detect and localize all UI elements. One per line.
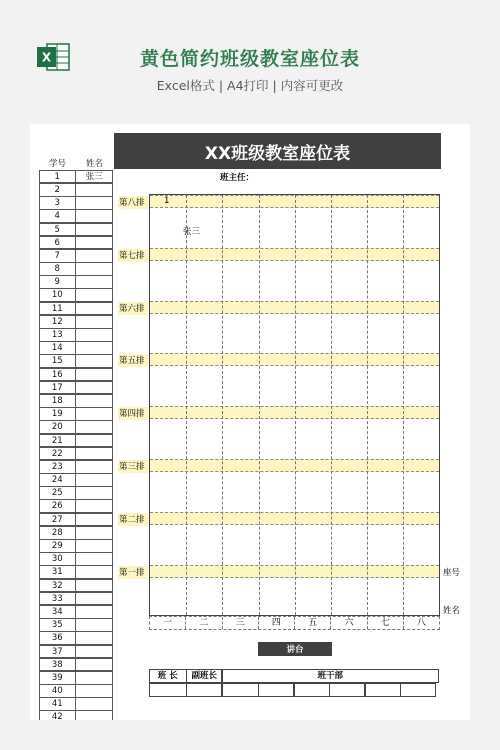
roster-student-name[interactable] xyxy=(75,236,113,250)
row-label: 第五排 xyxy=(119,356,145,366)
roster-row xyxy=(39,355,113,368)
roster-student-name[interactable] xyxy=(75,671,113,685)
roster-student-name[interactable] xyxy=(75,631,113,645)
roster-student-number: 26 xyxy=(39,499,76,513)
roster-student-name[interactable] xyxy=(75,183,113,197)
roster-num-header: 学号 xyxy=(49,159,67,169)
roster-student-number: 14 xyxy=(39,341,76,355)
roster-student-number: 18 xyxy=(39,394,76,408)
roster-row xyxy=(39,658,113,671)
roster-student-name[interactable] xyxy=(75,473,113,487)
cadre-cell[interactable] xyxy=(149,683,187,698)
roster-student-name[interactable] xyxy=(75,579,113,593)
roster-row xyxy=(39,618,113,631)
roster-student-name[interactable] xyxy=(75,407,113,421)
class-cadre-table xyxy=(149,669,440,697)
roster-student-number: 1 xyxy=(39,170,76,184)
row-label: 第三排 xyxy=(119,462,145,472)
roster-student-number: 35 xyxy=(39,618,76,632)
roster-student-number: 37 xyxy=(39,645,76,659)
roster-student-name[interactable] xyxy=(75,684,113,698)
roster-row xyxy=(39,236,113,249)
roster-student-number: 3 xyxy=(39,196,76,210)
roster-student-number: 30 xyxy=(39,552,76,566)
row-label: 第二排 xyxy=(119,515,145,525)
roster-student-name[interactable] xyxy=(75,262,113,276)
roster-row xyxy=(39,394,113,407)
roster-row xyxy=(39,249,113,262)
sample-seat-number[interactable]: 1 xyxy=(164,196,170,206)
page-title: 黄色简约班级教室座位表 xyxy=(139,48,360,70)
row-label: 第六排 xyxy=(119,304,145,314)
roster-student-number: 36 xyxy=(39,631,76,645)
seat-column-divider xyxy=(186,195,187,615)
roster-student-number: 12 xyxy=(39,315,76,329)
roster-row xyxy=(39,552,113,565)
roster-student-number: 19 xyxy=(39,407,76,421)
roster-row xyxy=(39,289,113,302)
roster-student-number: 8 xyxy=(39,262,76,276)
roster-student-name[interactable] xyxy=(75,447,113,461)
column-number: 五 xyxy=(295,617,331,629)
roster-row xyxy=(39,500,113,513)
column-number: 三 xyxy=(223,617,259,629)
column-number: 一 xyxy=(150,617,186,629)
roster-row xyxy=(39,592,113,605)
roster-student-name[interactable] xyxy=(75,434,113,448)
roster-row xyxy=(39,210,113,223)
cadre-cell[interactable] xyxy=(294,683,330,698)
roster-row xyxy=(39,421,113,434)
roster-row xyxy=(39,302,113,315)
roster-student-name[interactable] xyxy=(75,196,113,210)
roster-student-number: 34 xyxy=(39,605,76,619)
roster-row xyxy=(39,170,113,183)
cadre-cell[interactable] xyxy=(186,683,222,698)
roster-row xyxy=(39,645,113,658)
roster-student-number: 20 xyxy=(39,420,76,434)
roster-row xyxy=(39,671,113,684)
podium-label: 讲台 xyxy=(258,642,332,656)
seat-column-divider xyxy=(259,195,260,615)
seat-column-divider xyxy=(367,195,368,615)
roster-student-name[interactable] xyxy=(75,605,113,619)
roster-student-number: 4 xyxy=(39,209,76,223)
roster-student-number: 40 xyxy=(39,684,76,698)
roster-student-name[interactable] xyxy=(75,710,113,720)
roster-student-name[interactable] xyxy=(75,486,113,500)
roster-student-name[interactable] xyxy=(75,552,113,566)
roster-student-name[interactable] xyxy=(75,302,113,316)
roster-student-number: 39 xyxy=(39,671,76,685)
roster-student-number: 24 xyxy=(39,473,76,487)
row-label: 第一排 xyxy=(119,568,145,578)
row-label: 第七排 xyxy=(119,251,145,261)
roster-student-number: 29 xyxy=(39,539,76,553)
seat-column-divider xyxy=(403,195,404,615)
row-label: 第四排 xyxy=(119,409,145,419)
roster-row xyxy=(39,183,113,196)
roster-student-number: 7 xyxy=(39,249,76,263)
roster-row xyxy=(39,460,113,473)
roster-row xyxy=(39,473,113,486)
seating-chart-sheet xyxy=(30,124,470,720)
roster-row xyxy=(39,368,113,381)
roster-row xyxy=(39,487,113,500)
roster-student-name[interactable] xyxy=(75,209,113,223)
roster-student-number: 9 xyxy=(39,275,76,289)
roster-student-number: 5 xyxy=(39,223,76,237)
roster-student-name[interactable] xyxy=(75,275,113,289)
roster-student-number: 13 xyxy=(39,328,76,342)
roster-student-number: 41 xyxy=(39,697,76,711)
roster-student-name[interactable] xyxy=(75,354,113,368)
cadre-cell[interactable] xyxy=(400,683,436,698)
roster-name-header: 姓名 xyxy=(86,159,104,169)
seat-column-divider xyxy=(331,195,332,615)
cadre-monitor-header: 班 长 xyxy=(149,669,187,684)
roster-student-name[interactable] xyxy=(75,539,113,553)
roster-student-number: 32 xyxy=(39,579,76,593)
seat-column-divider xyxy=(295,195,296,615)
roster-row xyxy=(39,262,113,275)
roster-student-number: 33 xyxy=(39,592,76,606)
roster-student-name[interactable] xyxy=(75,381,113,395)
roster-student-name[interactable] xyxy=(75,697,113,711)
roster-student-name[interactable]: 张三 xyxy=(75,170,113,184)
roster-row xyxy=(39,684,113,697)
roster-row xyxy=(39,539,113,552)
cadre-members-header: 班干部 xyxy=(222,669,439,684)
roster-student-number: 38 xyxy=(39,658,76,672)
seat-number-label: 座号 xyxy=(443,568,461,578)
column-number: 四 xyxy=(259,617,295,629)
roster-student-number: 17 xyxy=(39,381,76,395)
roster-student-number: 28 xyxy=(39,526,76,540)
roster-student-name[interactable] xyxy=(75,658,113,672)
roster-student-name[interactable] xyxy=(75,420,113,434)
name-label: 姓名 xyxy=(443,606,461,616)
svg-text:X: X xyxy=(41,50,52,65)
roster-row xyxy=(39,513,113,526)
page-subtitle: Excel格式 | A4打印 | 内容可更改 xyxy=(156,78,344,93)
roster-student-name[interactable] xyxy=(75,315,113,329)
student-roster-table xyxy=(39,170,113,720)
roster-student-number: 10 xyxy=(39,288,76,302)
roster-row xyxy=(39,328,113,341)
cadre-cell[interactable] xyxy=(365,683,401,698)
roster-student-name[interactable] xyxy=(75,328,113,342)
roster-student-number: 15 xyxy=(39,354,76,368)
cadre-cell[interactable] xyxy=(329,683,365,698)
roster-row xyxy=(39,579,113,592)
roster-row xyxy=(39,566,113,579)
roster-student-number: 25 xyxy=(39,486,76,500)
cadre-cell[interactable] xyxy=(258,683,294,698)
roster-row xyxy=(39,341,113,354)
roster-student-name[interactable] xyxy=(75,368,113,382)
roster-student-name[interactable] xyxy=(75,513,113,527)
roster-student-number: 11 xyxy=(39,302,76,316)
roster-student-name[interactable] xyxy=(75,645,113,659)
roster-student-name[interactable] xyxy=(75,565,113,579)
column-number: 二 xyxy=(186,617,222,629)
roster-student-number: 23 xyxy=(39,460,76,474)
roster-row xyxy=(39,632,113,645)
roster-student-name[interactable] xyxy=(75,249,113,263)
roster-student-number: 2 xyxy=(39,183,76,197)
roster-row xyxy=(39,315,113,328)
roster-student-number: 42 xyxy=(39,710,76,720)
roster-student-name[interactable] xyxy=(75,341,113,355)
roster-student-name[interactable] xyxy=(75,499,113,513)
seat-grid xyxy=(149,194,440,616)
roster-row xyxy=(39,407,113,420)
roster-row xyxy=(39,276,113,289)
sheet-banner-title: XX班级教室座位表 xyxy=(114,133,441,169)
roster-row xyxy=(39,196,113,209)
roster-student-name[interactable] xyxy=(75,592,113,606)
roster-row xyxy=(39,698,113,711)
sample-seat-name[interactable]: 张三 xyxy=(183,227,201,237)
roster-student-name[interactable] xyxy=(75,288,113,302)
cadre-cell[interactable] xyxy=(222,683,259,698)
roster-student-name[interactable] xyxy=(75,394,113,408)
column-number: 七 xyxy=(368,617,404,629)
column-number: 八 xyxy=(416,618,426,628)
seat-column-divider xyxy=(222,195,223,615)
roster-student-name[interactable] xyxy=(75,618,113,632)
roster-student-number: 31 xyxy=(39,565,76,579)
roster-student-name[interactable] xyxy=(75,526,113,540)
teacher-label: 班主任： xyxy=(220,173,255,183)
roster-row xyxy=(39,526,113,539)
roster-student-number: 22 xyxy=(39,447,76,461)
cadre-vice-monitor-header: 副班长 xyxy=(186,669,222,684)
roster-row xyxy=(39,605,113,618)
roster-student-name[interactable] xyxy=(75,223,113,237)
roster-student-number: 6 xyxy=(39,236,76,250)
roster-student-number: 16 xyxy=(39,368,76,382)
row-label: 第八排 xyxy=(119,198,145,208)
column-number-row xyxy=(149,616,440,630)
column-number: 六 xyxy=(331,617,367,629)
roster-student-name[interactable] xyxy=(75,460,113,474)
roster-row xyxy=(39,447,113,460)
roster-row xyxy=(39,223,113,236)
roster-student-number: 21 xyxy=(39,434,76,448)
roster-row xyxy=(39,381,113,394)
roster-student-number: 27 xyxy=(39,513,76,527)
roster-row xyxy=(39,434,113,447)
roster-row xyxy=(39,711,113,720)
